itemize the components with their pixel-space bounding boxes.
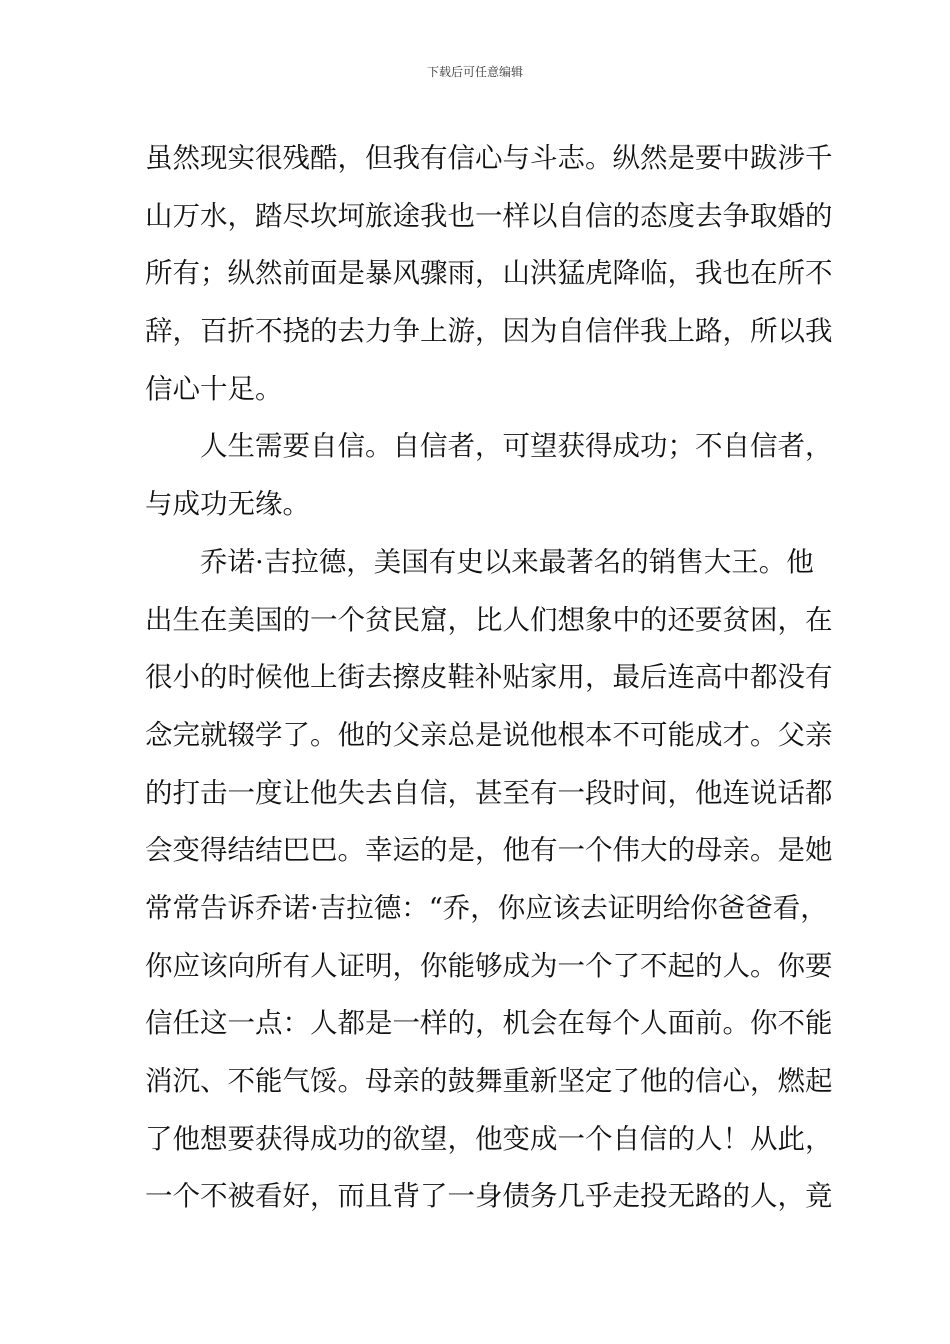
text-line: 出生在美国的一个贫民窟，比人们想象中的还要贫困，在 xyxy=(145,603,833,636)
text-line: 所有；纵然前面是暴风骤雨，山洪猛虎降临，我也在所不 xyxy=(145,257,833,290)
text-line: 的打击一度让他失去自信，甚至有一段时间，他连说话都 xyxy=(145,776,833,809)
text-line: 一个不被看好，而且背了一身债务几乎走投无路的人，竟 xyxy=(145,1180,833,1213)
text-line: 与成功无缘。 xyxy=(145,488,310,521)
text-line: 会变得结结巴巴。幸运的是，他有一个伟大的母亲。是她 xyxy=(145,834,833,867)
text-line: 常常告诉乔诺·吉拉德：“乔，你应该去证明给你爸爸看， xyxy=(145,891,828,924)
text-line: 消沉、不能气馁。母亲的鼓舞重新坚定了他的信心，燃起 xyxy=(145,1065,833,1097)
text-line: 辞，百折不挠的去力争上游，因为自信伴我上路，所以我 xyxy=(145,315,833,348)
text-line: 了他想要获得成功的欲望，他变成一个自信的人！从此， xyxy=(145,1122,833,1155)
text-line: 信任这一点：人都是一样的，机会在每个人面前。你不能 xyxy=(145,1007,833,1040)
text-line: 念完就辍学了。他的父亲总是说他根本不可能成才。父亲 xyxy=(145,718,833,751)
document-body xyxy=(145,130,833,1226)
text-line: 虽然现实很残酷，但我有信心与斗志。纵然是要中跋涉千 xyxy=(145,142,833,174)
text-line: 很小的时候他上街去擦皮鞋补贴家用，最后连高中都没有 xyxy=(145,661,833,694)
text-line: 你应该向所有人证明，你能够成为一个了不起的人。你要 xyxy=(145,949,833,982)
paragraph-first-line: 人生需要自信。自信者，可望获得成功；不自信者， xyxy=(200,430,833,463)
text-line: 信心十足。 xyxy=(145,372,283,405)
text-line: 山万水，踏尽坎坷旅途我也一样以自信的态度去争取婚的 xyxy=(145,199,833,232)
paragraph-first-line: 乔诺·吉拉德，美国有史以来最著名的销售大王。他 xyxy=(200,545,814,578)
page-header: 下载后可任意编辑 xyxy=(426,65,523,79)
